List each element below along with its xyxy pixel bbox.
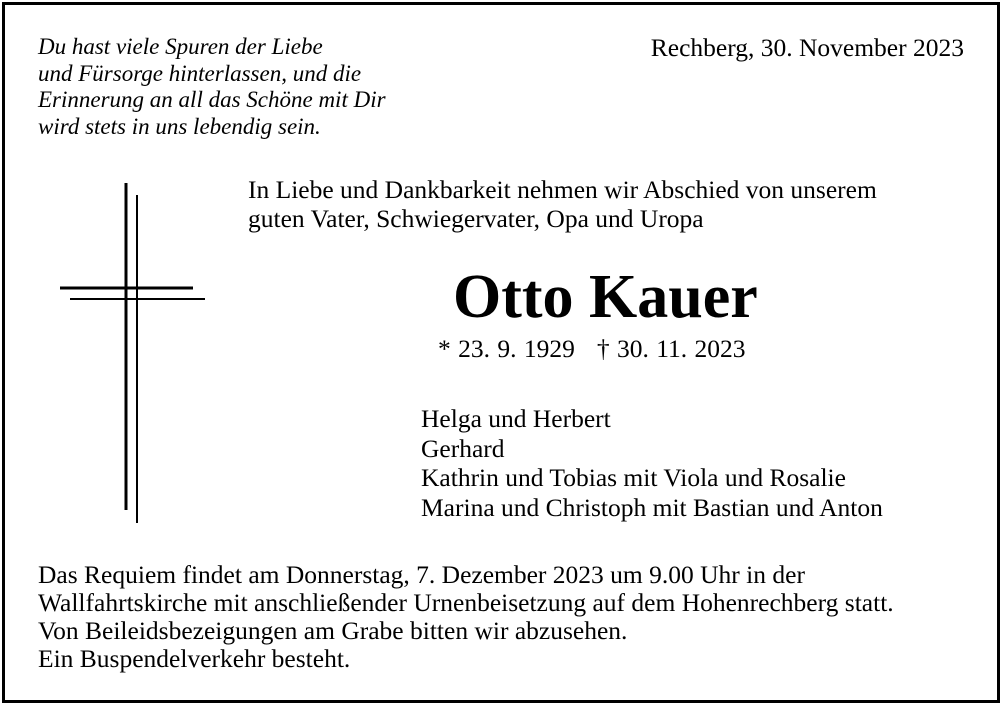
memorial-poem [38,34,386,140]
poem-line: Erinnerung an all das Schöne mit Dir [38,87,386,112]
farewell-intro [248,176,877,233]
mourner-entry: Marina und Christoph mit Bastian und Anton [421,492,883,522]
intro-line: guten Vater, Schwiegervater, Opa und Uropa [248,203,704,233]
mourners-list [421,404,883,522]
deceased-name: Otto Kauer [453,263,758,331]
life-dates [438,334,746,364]
poem-line: Du hast viele Spuren der Liebe [38,34,323,59]
mourner-entry: Kathrin und Tobias mit Viola und Rosalie [421,463,846,492]
poem-line: und Fürsorge hinterlassen, und die [38,60,362,86]
requiem-notice [38,561,894,673]
notice-line: Ein Buspendelverkehr besteht. [38,644,351,673]
notice-line: Von Beileidsbezeigungen am Grabe bitten wir abzusehen. [38,616,628,645]
mourner-entry: Gerhard [421,433,505,463]
notice-line: Wallfahrtskirche mit anschließender Urnenbeisetzung auf dem Hohenrechberg statt. [38,588,894,617]
double-line-cross-icon [60,183,210,528]
notice-line: Das Requiem findet am Donnerstag, 7. Dezember 2023 um 9.00 Uhr in der [38,560,805,589]
place-date: Rechberg, 30. November 2023 [650,33,964,62]
birth-date: * 23. 9. 1929 [438,334,575,363]
death-date: † 30. 11. 2023 [596,334,746,363]
mourner-entry: Helga und Herbert [421,404,611,433]
poem-line: wird stets in uns lebendig sein. [38,113,321,139]
intro-line: In Liebe und Dankbarkeit nehmen wir Abschied von unserem [248,175,877,204]
